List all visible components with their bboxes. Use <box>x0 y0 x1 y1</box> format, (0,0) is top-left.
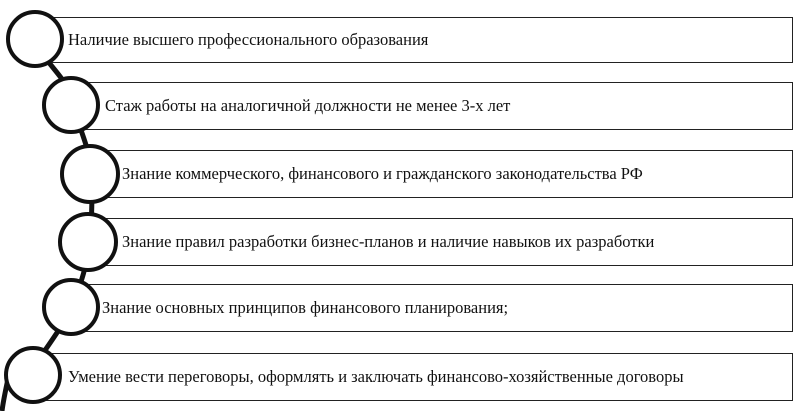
requirement-node-2 <box>42 76 100 134</box>
requirement-node-3 <box>60 144 120 204</box>
requirement-text-3: Знание коммерческого, финансового и гражданского законодательства РФ <box>122 164 643 183</box>
requirement-node-6 <box>4 346 62 404</box>
requirement-node-5 <box>42 278 100 336</box>
requirement-text-2: Стаж работы на аналогичной должности не менее 3-х лет <box>105 96 511 115</box>
requirement-text-1: Наличие высшего профессионального образования <box>68 30 429 49</box>
requirement-text-4: Знание правил разработки бизнес-планов и наличие навыков их разработки <box>122 232 655 251</box>
requirement-node-4 <box>58 212 118 272</box>
requirement-node-1 <box>6 10 64 68</box>
requirement-text-5: Знание основных принципов финансового планирования; <box>102 298 509 317</box>
requirement-text-6: Умение вести переговоры, оформлять и заключать финансово-хозяйственные договоры <box>68 367 684 386</box>
